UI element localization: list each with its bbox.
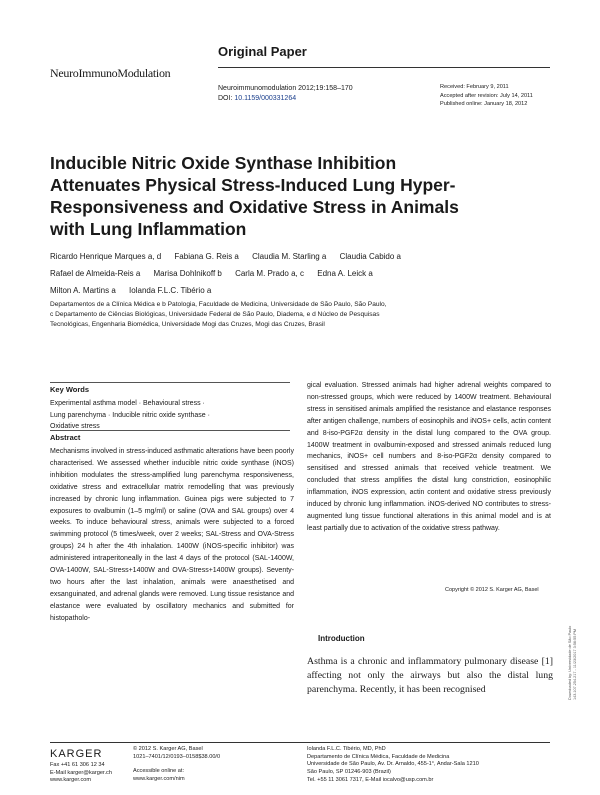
author: Rafael de Almeida-Reis a [50,269,141,278]
affiliation-line: Departamentos de a Clínica Médica e b Patologia, Faculdade de Medicina, Universidade de São Paulo, São Paulo, [50,301,387,308]
abstract-left-column: Mechanisms involved in stress-induced asthmatic alterations have been poorly characterised. We assessed whether inducible nitric oxide synthase (iNOS) inhibition modulates the stress-amplified lung parenchyma responsiveness, oxidative stress and extracellular matrix remodelling that was previously increased by chronic lung inflammation. Guinea pigs were subjected to 7 exposures to ovalbumin (1–5 mg/ml) or saline (OVA and SAL groups) over 4 weeks. To induce behavioural stress, animals were subjected to a forced swimming protocol (5 times/week, over 2 weeks; SAL-Stress and OVA-Stress groups) 24 h after the 4th inhalation. 1400W (iNOS-specific inhibitor) was administered intraperitoneally in the last 4 days of the protocol (SAL-1400W, OVA-1400W, SAL-Stress+1400W and OVA-Stress+1400W groups). Seventy-two hours after the last inhalation, animals were anaesthetised and exsanguinated, and adrenal glands were removed. Lung tissue resistance and elastance were evaluated by oscillatory mechanics and submitted for histopatholo- [50,448,294,622]
article-dates [440,83,533,109]
online-access [133,768,185,783]
download-watermark: Downloaded by: Universidade de São Paulo 143.107.254.217 - 11/23/2017 3:56:55 PM [568,625,577,700]
correspondence-line: Departamento de Clínica Médica, Faculdade de Medicina [307,753,450,760]
author: Claudia Cabido a [339,252,401,261]
accepted-date: Accepted after revision: July 14, 2011 [440,92,533,99]
abstract-right-column: gical evaluation. Stressed animals had higher adrenal weights compared to non-stressed groups, which were reduced by 1400W treatment. Behavioural stress in sensitised animals amplified the resistance and elastance responses after antigen challenge, numbers of eosinophils and iNOS+ cells, actin content and 8-iso-PGF2α density in the distal lung compared to the OVA group. 1400W treatment in ovalbumin-exposed and stressed animals reduced lung mechanics, iNOS+ cell numbers and 8-iso-PGF2α density compared to sensitised and stressed animals that received vehicle treatment. We concluded that stress amplifies the distal lung constriction, eosinophilic inflammation, iNOS expression, actin content and oxidative stress previously induced by chronic lung inflammation. iNOS-derived NO contributes to stress-augmented lung tissue functional alterations in this animal model and is at least partially due to activation of the oxidative stress pathway. [307,382,551,532]
affiliation-line: Tecnológicas, Engenharia Biomédica, Universidade Mogi das Cruzes, Mogi das Cruzes, Brasil [50,321,325,328]
journal-url[interactable]: www.karger.com/nim [133,775,185,782]
received-date: Received: February 9, 2011 [440,84,509,90]
author: Iolanda F.L.C. Tibério a [129,286,212,295]
paper-title: Inducible Nitric Oxide Synthase Inhibition Attenuates Physical Stress-Induced Lung Hyper-Responsiveness and Oxidative Stress in Animals with Lung Inflammation [50,153,459,239]
keywords-rule [50,382,290,383]
publisher-contact [50,762,112,785]
doi-link[interactable]: 10.1159/000331264 [234,95,297,102]
author: Carla M. Prado a, c [235,269,304,278]
author: Marisa Dohlnikoff b [153,269,222,278]
correspondence [307,746,479,785]
copyright-line: © 2012 S. Karger AG, Basel [133,746,203,752]
correspondence-line: Universidade de São Paulo, Av. Dr. Arnaldo, 455-1°, Andar-Sala 1210 [307,761,479,768]
publisher-email[interactable]: E-Mail karger@karger.ch [50,769,112,776]
header-rule [218,67,550,68]
author: Fabiana G. Reis a [174,252,239,261]
footer-rule [50,742,550,743]
author: Milton A. Martins a [50,286,116,295]
affiliation-line: c Departamento de Ciências Biológicas, Universidade Federal de São Paulo, Diadema, e d Núcleo de Pesquisas [50,311,380,318]
author: Ricardo Henrique Marques a, d [50,252,162,261]
abstract-copyright: Copyright © 2012 S. Karger AG, Basel [445,587,539,593]
introduction-heading: Introduction [318,634,365,643]
keywords-line: Lung parenchyma · Inducible nitric oxide synthase · [50,411,210,419]
abstract-heading: Abstract [50,433,81,442]
correspondence-line: São Paulo, SP 01246-903 (Brazil) [307,769,391,776]
keywords-heading: Key Words [50,385,90,394]
publisher-website[interactable]: www.karger.com [50,777,92,784]
online-label: Accessible online at: [133,768,184,774]
citation-line: Neuroimmunomodulation 2012;19:158–170 [218,85,353,92]
correspondence-line: Tel. +55 11 3061 7317, E-Mail iocalvo@usp.com.br [307,776,434,783]
correspondence-line: Iolanda F.L.C. Tibério, MD, PhD [307,746,386,752]
keywords-line: Oxidative stress [50,423,100,430]
doi-line [218,94,353,104]
keywords-line: Experimental asthma model · Behavioural stress · [50,400,205,407]
publication-info [133,746,220,761]
author-list [50,248,470,299]
journal-logo: NeuroImmunoModulation [50,66,171,80]
doi-label: DOI: [218,95,235,102]
abstract-rule [50,430,290,431]
citation [218,84,353,104]
affiliations [50,300,470,330]
author: Edna A. Leick a [317,269,373,278]
author: Claudia M. Starling a [252,252,327,261]
issn-line: 1021–7401/12/0193–0158$38.00/0 [133,753,221,760]
article-type: Original Paper [218,44,307,59]
introduction-text: Asthma is a chronic and inflammatory pulmonary disease [1] affecting not only the airways but also the distal lung parenchyma. Recently, it has been recognised [307,656,553,695]
published-date: Published online: January 18, 2012 [440,101,528,107]
publisher-logo: KARGER [50,748,103,760]
keywords-list [50,398,290,433]
fax: Fax +41 61 306 12 34 [50,762,105,768]
